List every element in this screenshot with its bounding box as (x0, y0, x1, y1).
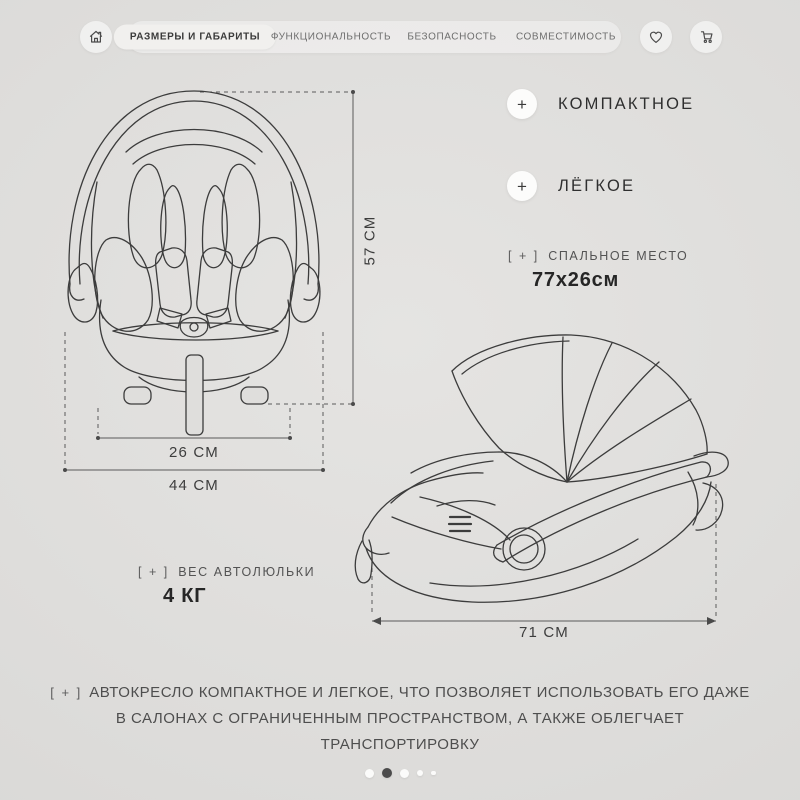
cart-icon (697, 28, 715, 46)
description-line-2: В САЛОНАХ С ОГРАНИЧЕННЫМ ПРОСТРАНСТВОМ, А ТАКЖЕ ОБЛЕГЧАЕТ ТРАНСПОРТИРОВКУ (115, 710, 685, 753)
tab-bar (127, 21, 621, 53)
plus-bracket-marker: [ + ] (508, 249, 540, 263)
home-icon (87, 28, 105, 46)
front-dimension-lines (63, 90, 355, 472)
plus-bracket-marker: [ + ] (50, 685, 83, 700)
sleeping-place-spec (508, 249, 688, 292)
side-view-diagram (350, 330, 745, 630)
feature-label: КОМПАКТНОЕ (558, 94, 695, 113)
favorites-button[interactable] (640, 21, 672, 53)
heart-icon (647, 28, 665, 46)
carousel-pagination (0, 768, 800, 778)
car-seat-side-drawing (355, 335, 728, 602)
weight-label: ВЕС АВТОЛЮЛЬКИ (178, 565, 316, 579)
cart-button[interactable] (690, 21, 722, 53)
feature-label: ЛЁГКОЕ (558, 176, 636, 195)
carousel-dot-5[interactable] (431, 771, 436, 776)
car-seat-front-drawing (68, 91, 320, 435)
dimension-base-width-label: 44 СМ (168, 477, 219, 494)
carousel-dot-1[interactable] (365, 769, 374, 778)
dimension-length-label: 71 СМ (518, 624, 569, 641)
tab-compatibility[interactable]: СОВМЕСТИМОСТЬ (515, 31, 617, 43)
plus-icon: + (507, 171, 537, 201)
tab-sizes[interactable]: РАЗМЕРЫ И ГАБАРИТЫ (114, 25, 276, 50)
tab-safety[interactable]: БЕЗОПАСНОСТЬ (407, 31, 497, 43)
carousel-dot-4[interactable] (417, 770, 424, 777)
description-line-1: [ + ] АВТОКРЕСЛО КОМПАКТНОЕ И ЛЕГКОЕ, ЧТО ПОЗВОЛЯЕТ ИСПОЛЬЗОВАТЬ ЕГО ДАЖЕ (50, 684, 750, 701)
carousel-dot-2[interactable] (382, 768, 392, 778)
dimension-seat-width-label: 26 СМ (168, 444, 219, 461)
tab-functionality[interactable]: ФУНКЦИОНАЛЬНОСТЬ (270, 31, 392, 43)
weight-spec (138, 565, 315, 608)
sleeping-place-value: 77х26см (532, 269, 620, 291)
feature-light (507, 171, 635, 201)
top-bar (0, 0, 800, 60)
weight-value: 4 КГ (163, 585, 207, 607)
dimension-height-label: 57 СМ (361, 215, 379, 266)
feature-compact (507, 89, 694, 119)
plus-bracket-marker: [ + ] (138, 565, 170, 579)
sleeping-place-label: СПАЛЬНОЕ МЕСТО (548, 249, 689, 263)
plus-icon: + (507, 89, 537, 119)
carousel-dot-3[interactable] (400, 769, 409, 778)
description-text (50, 680, 750, 758)
home-button[interactable] (80, 21, 112, 53)
